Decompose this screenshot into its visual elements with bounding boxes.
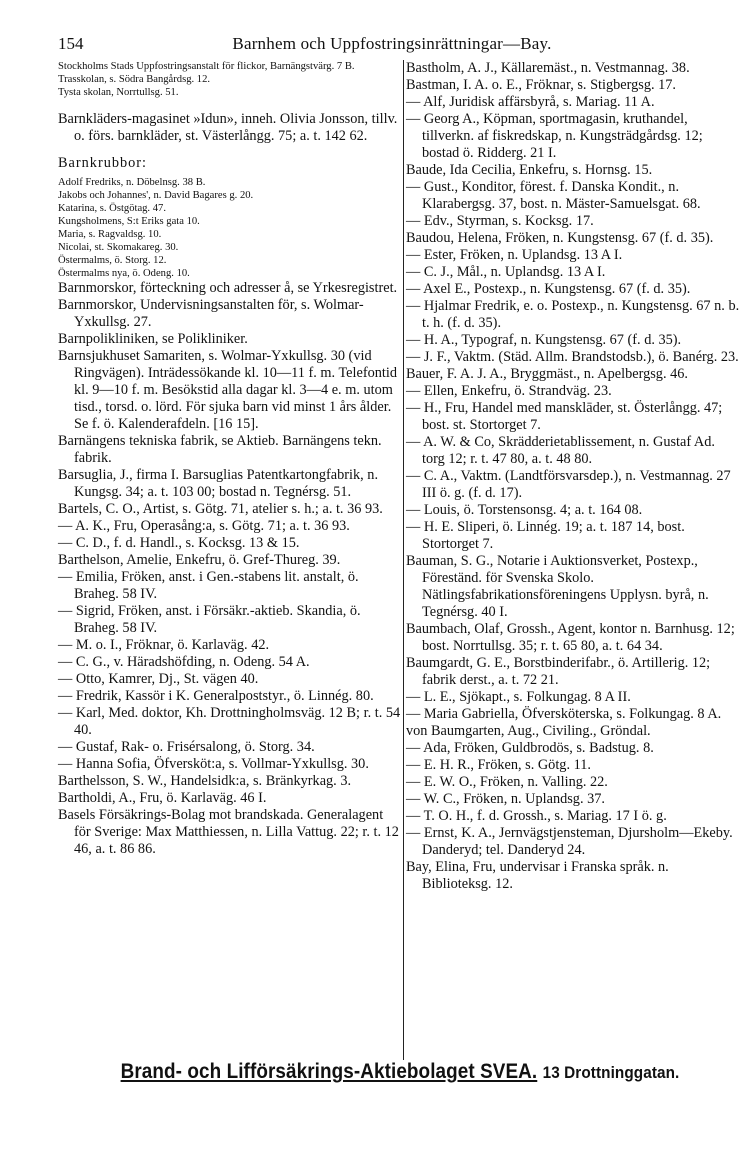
directory-entry: Baude, Ida Cecilia, Enkefru, s. Hornsg. 15. [406, 162, 653, 178]
left-small-krubbor [58, 176, 401, 280]
directory-entry: Bartholdi, A., Fru, ö. Karlaväg. 46 I. [58, 790, 267, 806]
directory-entry: Basels Försäkrings-Bolag mot brandskada. Generalagent för Sverige: Max Matthiessen, n. Lilla Vattug. 22; r. t. 12 46, a. t. 86 86. [58, 807, 399, 857]
right-entries [406, 60, 740, 893]
directory-entry: — H. A., Typograf, n. Kungstensg. 67 (f. d. 35). [406, 332, 682, 348]
footer-advert [103, 1060, 697, 1084]
directory-entry: — Maria Gabriella, Öfversköterska, s. Folkungag. 8 A. [406, 706, 722, 722]
directory-entry: Maria, s. Ragvaldsg. 10. [58, 229, 162, 240]
directory-entry: Bastholm, A. J., Källaremäst., n. Vestmannag. 38. [406, 60, 690, 76]
directory-entry: Östermalms nya, ö. Odeng. 10. [58, 268, 190, 279]
directory-entry: — Ada, Fröken, Guldbrodös, s. Badstug. 8. [406, 740, 654, 756]
directory-entry: — A. K., Fru, Operasång:a, s. Götg. 71; a. t. 36 93. [58, 518, 350, 534]
directory-entry: Bartels, C. O., Artist, s. Götg. 71, atelier s. h.; a. t. 36 93. [58, 501, 383, 517]
directory-entry: — Otto, Kamrer, Dj., St. vägen 40. [58, 671, 259, 687]
directory-entry: Trasskolan, s. Södra Bangårdsg. 12. [58, 74, 211, 85]
directory-entry: Barnängens tekniska fabrik, se Aktieb. Barnängens tekn. fabrik. [58, 433, 382, 466]
directory-entry: — E. H. R., Fröken, s. Götg. 11. [406, 757, 591, 773]
directory-entry: Nicolai, st. Skomakareg. 30. [58, 242, 179, 253]
directory-entry: Barnsjukhuset Samariten, s. Wolmar-Yxkullsg. 30 (vid Ringvägen). Inträdessökande kl. 10—11 f. m. Telefontid kl. 9—10 f. m. Besökstid alla dagar kl. 3—4 e. m. utom tisd., torsd. o. lörd. För sjuka barn vid minst 1 års ålder. Se f. ö. Kalenderafdeln. [16 15]. [58, 348, 397, 432]
running-head: Barnhem och Uppfostringsinrättningar—Bay. [232, 34, 552, 53]
directory-entry: — C. A., Vaktm. (Landtförsvarsdep.), n. Vestmannag. 27 III ö. g. (f. d. 17). [406, 468, 731, 501]
directory-entry: Kungsholmens, S:t Eriks gata 10. [58, 216, 200, 227]
directory-entry: — Ellen, Enkefru, ö. Strandväg. 23. [406, 383, 612, 399]
directory-entry: Barnpolikliniken, se Polikliniker. [58, 331, 248, 347]
directory-entry: — Louis, ö. Torstensonsg. 4; a. t. 164 08. [406, 502, 643, 518]
directory-entry: — Axel E., Postexp., n. Kungstensg. 67 (f. d. 35). [406, 281, 691, 297]
heading-barnkrubbor: Barnkrubbor: [58, 155, 148, 171]
column-divider [403, 60, 404, 1060]
footer-address: 13 Drottninggatan. [542, 1063, 680, 1082]
directory-entry: — Emilia, Fröken, anst. i Gen.-stabens lit. anstalt, ö. Braheg. 58 IV. [58, 569, 359, 602]
columns [58, 60, 738, 1060]
directory-entry: — Hjalmar Fredrik, e. o. Postexp., n. Kungstensg. 67 n. b. t. h. (f. d. 35). [406, 298, 740, 331]
footer-company: Brand- och Lifförsäkrings-Aktiebolaget SVEA. [120, 1060, 538, 1083]
directory-entry: Bay, Elina, Fru, undervisar i Franska språk. n. Biblioteksg. 12. [406, 859, 669, 892]
left-column [58, 60, 401, 858]
directory-entry: — Sigrid, Fröken, anst. i Försäkr.-aktieb. Skandia, ö. Braheg. 58 IV. [58, 603, 361, 636]
directory-entry: Katarina, s. Östgötag. 47. [58, 203, 166, 214]
page-header [58, 34, 726, 58]
directory-entry: — Ernst, K. A., Jernvägstjensteman, Djursholm—Ekeby. Danderyd; tel. Danderyd 24. [406, 825, 733, 858]
directory-entry: — Edv., Styrman, s. Kocksg. 17. [406, 213, 594, 229]
directory-entry: — Alf, Juridisk affärsbyrå, s. Mariag. 11 A. [406, 94, 655, 110]
directory-entry: Bauman, S. G., Notarie i Auktionsverket, Postexp., Föreständ. för Svenska Skolo. Nätlingsfabrikationsföreningens Upplysn. byrå, n. Tegnérsg. 40 I. [406, 553, 709, 620]
left-small-top [58, 60, 401, 99]
directory-entry: — A. W. & Co, Skrädderietablissement, n. Gustaf Ad. torg 12; r. t. 47 80, a. t. 48 80. [406, 434, 715, 467]
spacer [58, 99, 401, 111]
directory-entry: — M. o. I., Fröknar, ö. Karlaväg. 42. [58, 637, 270, 653]
directory-entry: Östermalms, ö. Storg. 12. [58, 255, 167, 266]
directory-entry: Stockholms Stads Uppfostringsanstalt för flickor, Barnängstvärg. 7 B. [58, 61, 355, 72]
directory-entry: — C. G., v. Häradshöfding, n. Odeng. 54 A. [58, 654, 310, 670]
directory-entry: — Gustaf, Rak- o. Frisérsalong, ö. Storg. 34. [58, 739, 315, 755]
directory-entry: Barthelson, Amelie, Enkefru, ö. Gref-Thureg. 39. [58, 552, 341, 568]
directory-entry: — Hanna Sofia, Öfversköt:a, s. Vollmar-Yxkullsg. 30. [58, 756, 369, 772]
directory-entry: — Karl, Med. doktor, Kh. Drottningholmsväg. 12 B; r. t. 54 40. [58, 705, 401, 738]
left-entries-b [58, 280, 401, 858]
directory-entry: — E. W. O., Fröken, n. Valling. 22. [406, 774, 608, 790]
directory-entry: — L. E., Sjökapt., s. Folkungag. 8 A II. [406, 689, 631, 705]
right-column [406, 60, 740, 893]
directory-entry: — Georg A., Köpman, sportmagasin, kruthandel, tillverkn. af fiskredskap, n. Kungsträdgårdsg. 12; bostad ö. Ridderg. 21 I. [406, 111, 703, 161]
directory-entry: — J. F., Vaktm. (Städ. Allm. Brandstodsb.), ö. Banérg. 23. [406, 349, 739, 365]
directory-entry: Barnmorskor, förteckning och adresser å, se Yrkesregistret. [58, 280, 398, 296]
directory-entry: Bastman, I. A. o. E., Fröknar, s. Stigbergsg. 17. [406, 77, 676, 93]
directory-entry: — C. J., Mål., n. Uplandsg. 13 A I. [406, 264, 606, 280]
directory-entry: Barnkläders-magasinet »Idun», inneh. Olivia Jonsson, tillv. o. förs. barnkläder, st. Västerlångg. 75; a. t. 142 62. [58, 111, 398, 144]
directory-entry: — W. C., Fröken, n. Uplandsg. 37. [406, 791, 605, 807]
directory-entry: — H., Fru, Handel med mansklāder, st. Österlångg. 47; bost. st. Stortorget 7. [406, 400, 723, 433]
directory-entry: Baumgardt, G. E., Borstbinderifabr., ö. Artillerig. 12; fabrik derst., a. t. 72 21. [406, 655, 711, 688]
directory-entry: Adolf Fredriks, n. Döbelnsg. 38 B. [58, 177, 206, 188]
directory-entry: Jakobs och Johannes', n. David Bagares g. 20. [58, 190, 254, 201]
left-entries-a [58, 111, 401, 145]
directory-entry: Barsuglia, J., firma I. Barsuglias Patentkartongfabrik, n. Kungsg. 34; a. t. 103 00; bostad n. Tegnérsg. 51. [58, 467, 379, 500]
directory-entry: Baudou, Helena, Fröken, n. Kungstensg. 67 (f. d. 35). [406, 230, 714, 246]
page-number: 154 [58, 34, 84, 53]
directory-entry: — Ester, Fröken, n. Uplandsg. 13 A I. [406, 247, 623, 263]
directory-entry: Tysta skolan, Norrtullsg. 51. [58, 87, 179, 98]
directory-entry: — Fredrik, Kassör i K. Generalpoststyr., ö. Linnég. 80. [58, 688, 374, 704]
directory-entry: — Gust., Konditor, förest. f. Danska Kondit., n. Klarabergsg. 37, bost. n. Mäster-Samuelsgat. 68. [406, 179, 701, 212]
directory-entry: — C. D., f. d. Handl., s. Kocksg. 13 & 15. [58, 535, 300, 551]
directory-entry: Barthelsson, S. W., Handelsidk:a, s. Bränkyrkag. 3. [58, 773, 352, 789]
directory-entry: Bauer, F. A. J. A., Bryggmäst., n. Apelbergsg. 46. [406, 366, 688, 382]
directory-entry: — T. O. H., f. d. Grossh., s. Mariag. 17 I ö. g. [406, 808, 667, 824]
directory-entry: — H. E. Sliperi, ö. Linnég. 19; a. t. 187 14, bost. Stortorget 7. [406, 519, 685, 552]
directory-entry: von Baumgarten, Aug., Civiling., Gröndal. [406, 723, 651, 739]
directory-entry: Barnmorskor, Undervisningsanstalten för, s. Wolmar-Yxkullsg. 27. [58, 297, 364, 330]
directory-entry: Baumbach, Olaf, Grossh., Agent, kontor n. Barnhusg. 12; bost. Norrtullsg. 35; r. t. 65 80, a. t. 64 34. [406, 621, 735, 654]
